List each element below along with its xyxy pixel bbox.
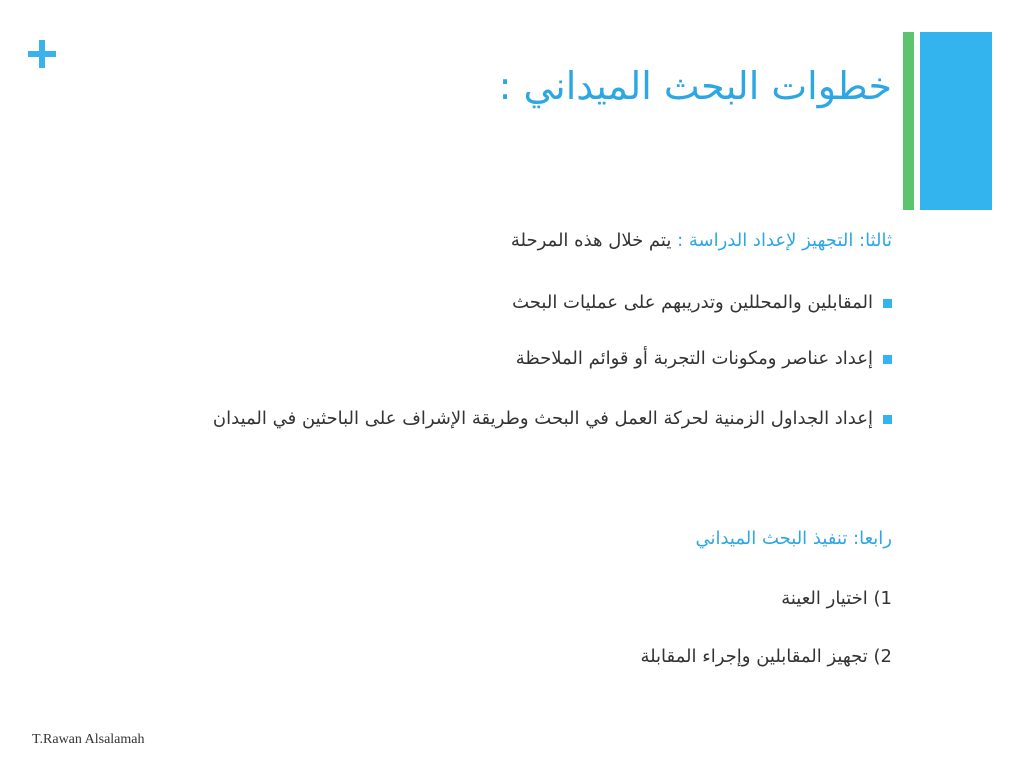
- bullet-item: [213, 408, 892, 429]
- plus-icon: [28, 40, 56, 68]
- accent-bar-blue: [920, 32, 992, 210]
- square-bullet-icon: [883, 299, 892, 308]
- bullet-item: [516, 348, 892, 369]
- numbered-item: 1) اختيار العينة: [781, 588, 892, 609]
- bullet-text: إعداد عناصر ومكونات التجربة أو قوائم الملاحظة: [515, 348, 873, 369]
- section-3-intro: يتم خلال هذه المرحلة: [510, 230, 678, 251]
- numbered-item: 2) تجهيز المقابلين وإجراء المقابلة: [640, 646, 892, 667]
- accent-bar-green: [903, 32, 914, 210]
- bullet-item: [512, 292, 892, 313]
- slide-title: خطوات البحث الميداني :: [498, 64, 892, 108]
- section-4-heading: رابعا: تنفيذ البحث الميداني: [695, 528, 892, 549]
- footer-author: T.Rawan Alsalamah: [32, 732, 145, 747]
- section-3-line: [511, 230, 892, 251]
- bullet-text: إعداد الجداول الزمنية لحركة العمل في البحث وطريقة الإشراف على الباحثين في الميدان: [212, 408, 873, 429]
- square-bullet-icon: [883, 415, 892, 424]
- bullet-text: المقابلين والمحللين وتدريبهم على عمليات البحث: [512, 292, 873, 313]
- section-3-heading: ثالثا: التجهيز لإعداد الدراسة :: [677, 230, 892, 251]
- square-bullet-icon: [883, 355, 892, 364]
